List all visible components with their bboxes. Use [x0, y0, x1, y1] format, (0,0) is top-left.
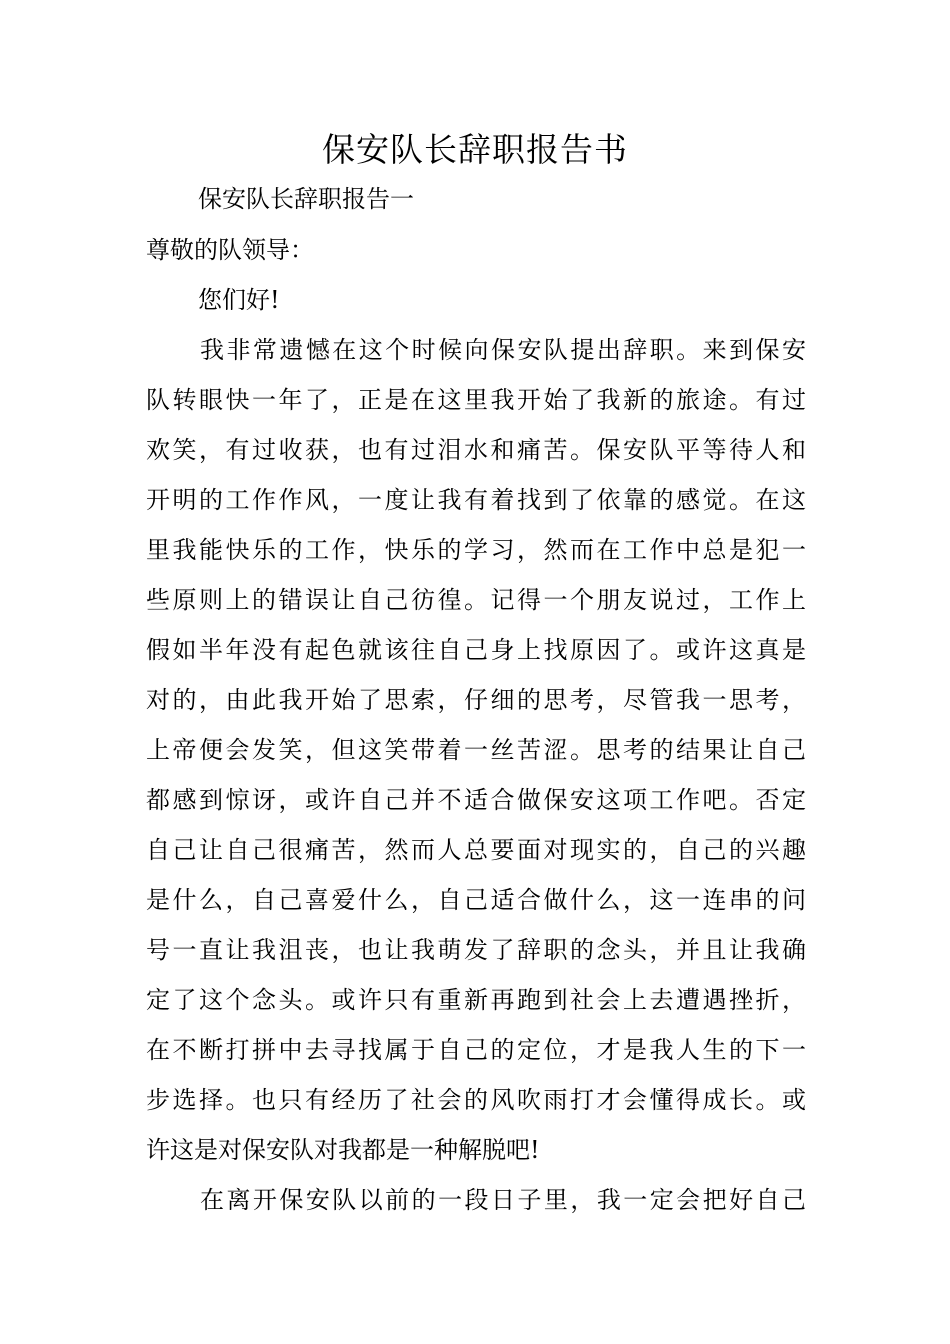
greeting: 您们好!	[198, 286, 280, 314]
paragraph-line: 上帝便会发笑，但这笑带着一丝苦涩。思考的结果让自己	[146, 736, 806, 764]
paragraph-line: 许这是对保安队对我都是一种解脱吧!	[146, 1136, 540, 1164]
paragraph-line: 欢笑，有过收获，也有过泪水和痛苦。保安队平等待人和	[146, 436, 806, 464]
paragraph-line: 是什么，自己喜爱什么，自己适合做什么，这一连串的问	[146, 886, 806, 914]
paragraph-line: 号一直让我沮丧，也让我萌发了辞职的念头，并且让我确	[146, 936, 806, 964]
paragraph-line: 假如半年没有起色就该往自己身上找原因了。或许这真是	[146, 636, 806, 664]
paragraph-line: 都感到惊讶，或许自己并不适合做保安这项工作吧。否定	[146, 786, 806, 814]
paragraph-line: 开明的工作作风，一度让我有着找到了依靠的感觉。在这	[146, 486, 806, 514]
paragraph-line: 里我能快乐的工作，快乐的学习，然而在工作中总是犯一	[146, 536, 806, 564]
paragraph-line: 在不断打拼中去寻找属于自己的定位，才是我人生的下一	[146, 1036, 806, 1064]
paragraph-line: 定了这个念头。或许只有重新再跑到社会上去遭遇挫折，	[146, 986, 806, 1014]
paragraph-line: 对的，由此我开始了思索，仔细的思考，尽管我一思考，	[146, 686, 806, 714]
document-title: 保安队长辞职报告书	[322, 130, 628, 169]
paragraph-line: 我非常遗憾在这个时候向保安队提出辞职。来到保安	[200, 336, 806, 364]
paragraph-line: 在离开保安队以前的一段日子里，我一定会把好自己	[200, 1186, 806, 1214]
paragraph-line: 步选择。也只有经历了社会的风吹雨打才会懂得成长。或	[146, 1086, 806, 1114]
document-subtitle: 保安队长辞职报告一	[198, 185, 414, 213]
paragraph-line: 自己让自己很痛苦，然而人总要面对现实的，自己的兴趣	[146, 836, 806, 864]
paragraph-line: 队转眼快一年了，正是在这里我开始了我新的旅途。有过	[146, 386, 806, 414]
paragraph-line: 些原则上的错误让自己彷徨。记得一个朋友说过，工作上	[146, 586, 806, 614]
salutation: 尊敬的队领导：	[146, 236, 314, 264]
